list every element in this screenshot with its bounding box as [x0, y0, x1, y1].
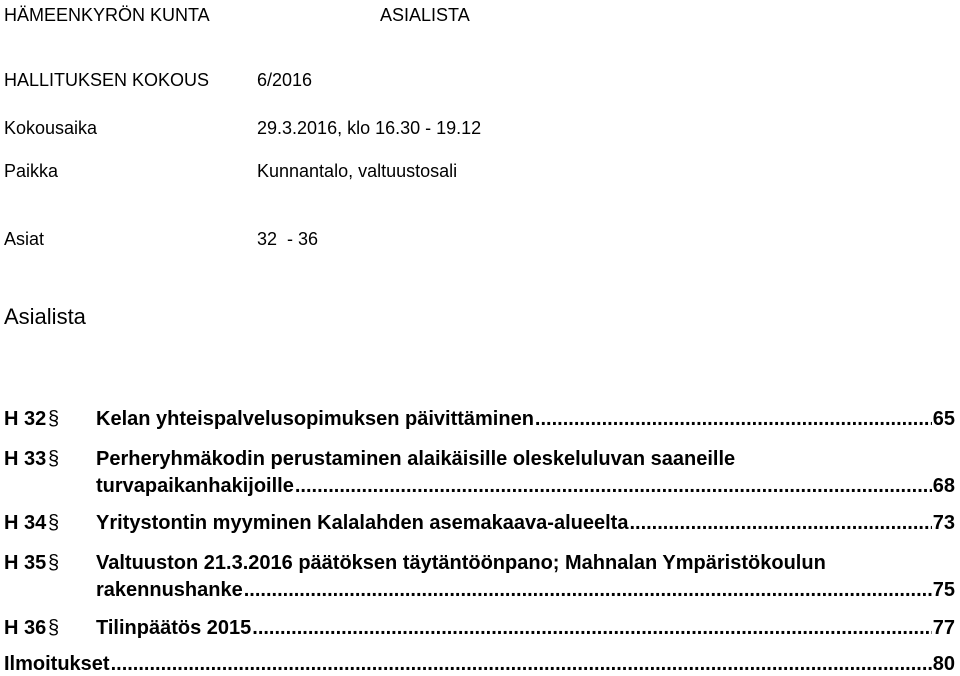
agenda-entry — [96, 616, 955, 640]
notices-page: 80 — [932, 653, 955, 675]
agenda-item-h32[interactable] — [0, 407, 960, 431]
agenda-item-h36[interactable] — [0, 616, 960, 640]
agenda-item-h34[interactable] — [0, 511, 960, 535]
agenda-item-id: H 35 — [4, 552, 47, 574]
agenda-title: Asialista — [4, 304, 86, 329]
agenda-entry — [96, 578, 955, 602]
agenda-item-page: 65 — [932, 408, 955, 430]
agenda-item-id: H 33 — [4, 448, 47, 470]
items-value: 32 - 36 — [257, 229, 319, 249]
dot-leader — [244, 578, 932, 602]
agenda-item-id: H 34 — [4, 512, 47, 534]
agenda-item-page: 73 — [932, 512, 955, 534]
agenda-item-title: Tilinpäätös 2015 — [96, 617, 252, 639]
place-value: Kunnantalo, valtuustosali — [257, 161, 458, 181]
meeting-label: HALLITUKSEN KOKOUS — [4, 70, 210, 90]
section-symbol: § — [48, 617, 60, 639]
section-symbol: § — [48, 512, 60, 534]
agenda-item-title: Yritystontin myyminen Kalalahden asemakaava-alueelta — [96, 512, 629, 534]
agenda-item-page: 75 — [932, 579, 955, 601]
dot-leader — [111, 652, 932, 676]
items-label: Asiat — [4, 229, 45, 249]
dot-leader — [535, 407, 932, 431]
agenda-entry — [96, 407, 955, 431]
section-symbol: § — [48, 448, 60, 470]
dot-leader — [629, 511, 931, 535]
notices-label: Ilmoitukset — [4, 653, 110, 675]
agenda-item-title: Kelan yhteispalvelusopimuksen päivittäminen — [96, 408, 534, 430]
agenda-item-title-line2: rakennushanke — [96, 579, 243, 601]
agenda-item-page: 68 — [932, 475, 955, 497]
agenda-entry — [96, 511, 955, 535]
agenda-item-page: 77 — [932, 617, 955, 639]
agenda-item-h35[interactable] — [0, 551, 960, 599]
agenda-notices[interactable] — [4, 652, 955, 676]
agenda-item-title-line1: Valtuuston 21.3.2016 päätöksen täytäntöönpano; Mahnalan Ympäristökoulun — [96, 552, 826, 574]
agenda-item-id: H 36 — [4, 617, 47, 639]
meeting-number: 6/2016 — [257, 70, 313, 90]
document-type: ASIALISTA — [380, 5, 470, 25]
agenda-item-title-line1: Perheryhmäkodin perustaminen alaikäisille oleskeluluvan saaneille — [96, 448, 736, 470]
agenda-item-id: H 32 — [4, 408, 47, 430]
agenda-entry — [96, 474, 955, 498]
agenda-item-h33[interactable] — [0, 447, 960, 495]
time-value: 29.3.2016, klo 16.30 - 19.12 — [257, 118, 482, 138]
dot-leader — [295, 474, 932, 498]
place-label: Paikka — [4, 161, 59, 181]
section-symbol: § — [48, 408, 60, 430]
dot-leader — [252, 616, 931, 640]
organization-name: HÄMEENKYRÖN KUNTA — [4, 5, 210, 25]
time-label: Kokousaika — [4, 118, 98, 138]
agenda-item-title-line2: turvapaikanhakijoille — [96, 475, 294, 497]
section-symbol: § — [48, 552, 60, 574]
